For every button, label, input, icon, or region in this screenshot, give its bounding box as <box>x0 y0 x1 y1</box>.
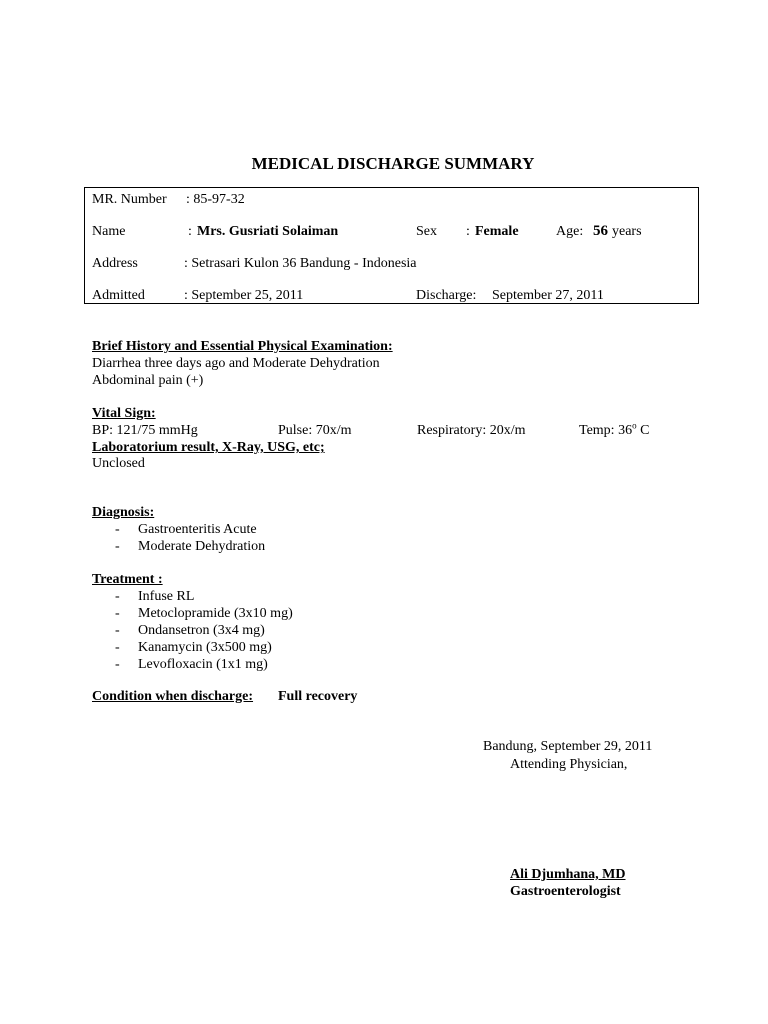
vital-sign-heading: Vital Sign: <box>92 406 156 421</box>
sex-label: Sex <box>416 224 437 239</box>
name-label: Name <box>92 224 126 239</box>
patient-name: Mrs. Gusriati Solaiman <box>197 224 339 239</box>
signature-place-date: Bandung, September 29, 2011 <box>483 739 653 754</box>
admitted-date: : September 25, 2011 <box>184 288 304 303</box>
sex-value: Female <box>475 224 519 239</box>
temperature <box>579 420 650 439</box>
degree-mark: o <box>632 420 637 431</box>
lab-heading: Laboratorium result, X-Ray, USG, etc; <box>92 440 325 455</box>
treatment-heading: Treatment : <box>92 572 163 587</box>
treatment-item: Kanamycin (3x500 mg) <box>138 640 272 655</box>
physician-title: Gastroenterologist <box>510 884 621 899</box>
dash-bullet: - <box>115 539 120 554</box>
dash-bullet: - <box>115 657 120 672</box>
age-unit: years <box>612 224 642 239</box>
history-heading: Brief History and Essential Physical Examination: <box>92 339 393 354</box>
dash-bullet: - <box>115 640 120 655</box>
diagnosis-list <box>115 521 266 555</box>
sex-colon: : <box>466 224 470 239</box>
list-item <box>115 588 293 605</box>
diagnosis-item: Moderate Dehydration <box>138 539 266 554</box>
lab-result: Unclosed <box>92 456 145 471</box>
condition-label: Condition when discharge: <box>92 689 254 704</box>
temperature-value: Temp: 36 <box>579 423 633 438</box>
history-line: Abdominal pain (+) <box>92 373 204 388</box>
treatment-item: Ondansetron (3x4 mg) <box>138 623 265 638</box>
dash-bullet: - <box>115 522 120 537</box>
document-title: MEDICAL DISCHARGE SUMMARY <box>251 154 535 173</box>
blood-pressure: BP: 121/75 mmHg <box>92 423 198 438</box>
history-line: Diarrhea three days ago and Moderate Dehydration <box>92 356 380 371</box>
name-colon: : <box>188 224 192 239</box>
mr-number-value: : 85-97-32 <box>186 192 245 207</box>
diagnosis-heading: Diagnosis: <box>92 505 155 520</box>
mr-number-label: MR. Number <box>92 192 167 207</box>
list-item <box>115 521 265 538</box>
patient-info-box <box>84 187 699 304</box>
respiratory-rate: Respiratory: 20x/m <box>417 423 526 438</box>
discharge-date: September 27, 2011 <box>492 288 604 303</box>
treatment-item: Infuse RL <box>138 589 195 604</box>
treatment-item: Metoclopramide (3x10 mg) <box>138 606 293 621</box>
list-item <box>115 538 266 555</box>
address-label: Address <box>92 256 138 271</box>
age-value: 56 <box>593 223 608 239</box>
dash-bullet: - <box>115 606 120 621</box>
list-item <box>115 656 293 673</box>
dash-bullet: - <box>115 589 120 604</box>
pulse: Pulse: 70x/m <box>278 423 352 438</box>
treatment-item: Levofloxacin (1x1 mg) <box>138 657 268 672</box>
list-item <box>115 605 293 622</box>
signature-role: Attending Physician, <box>510 757 628 772</box>
discharge-label: Discharge: <box>416 288 477 303</box>
diagnosis-item: Gastroenteritis Acute <box>138 522 257 537</box>
age-label: Age: <box>556 224 584 239</box>
treatment-list <box>115 588 293 673</box>
admitted-label: Admitted <box>92 288 145 303</box>
list-item <box>115 639 293 656</box>
physician-name: Ali Djumhana, MD <box>510 867 626 882</box>
address-value: : Setrasari Kulon 36 Bandung - Indonesia <box>184 256 417 271</box>
temperature-unit: C <box>636 423 650 438</box>
dash-bullet: - <box>115 623 120 638</box>
list-item <box>115 622 293 639</box>
condition-value: Full recovery <box>278 689 358 704</box>
